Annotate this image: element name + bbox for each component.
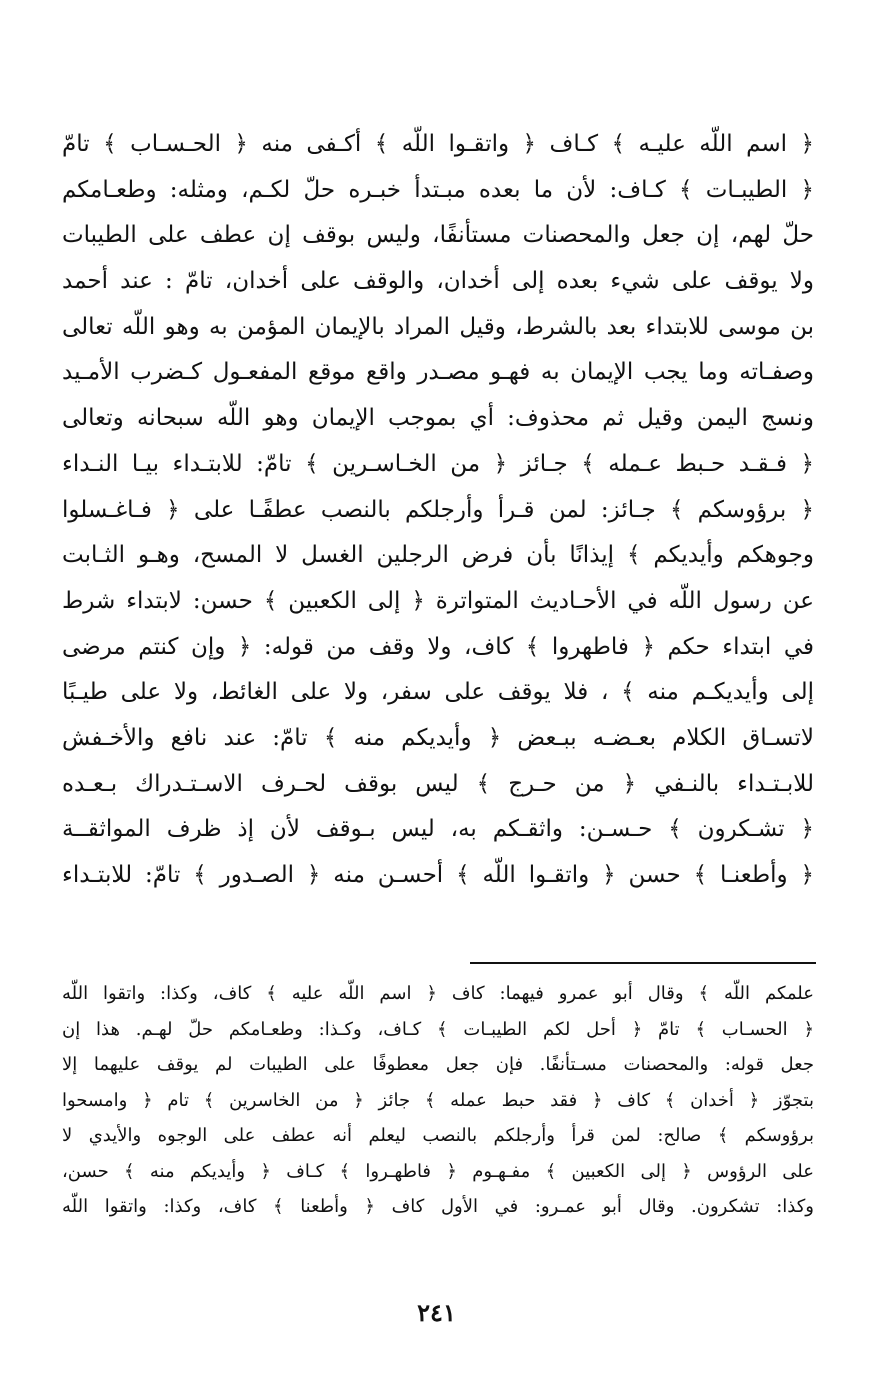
- main-text-line: للابـتـداء بالنـفي ﴿ من حـرج ﴾ ليس بوقف لحـرف الاسـتـدراك بـعـده: [62, 770, 814, 797]
- main-text-line: ﴿ فـقـد حـبط عـمله ﴾ جـائز ﴿ من الخـاسـرين ﴾ تامّ: للابتـداء بيـا النـداء: [62, 450, 814, 477]
- main-text-line: ﴿ الطيبـات ﴾ كـاف: لأن ما بعده مبـتدأ خبـره حلّ لكـم، ومثله: وطعـامكم: [62, 176, 814, 203]
- main-text-line: لاتسـاق الكلام بعـضـه ببـعض ﴿ وأيديكم منه ﴾ تامّ: عند نافع والأخـفش: [62, 724, 814, 751]
- main-text-line: ولا يوقف على شيء بعده إلى أخدان، والوقف على أخدان، تامّ : عند أحمد: [62, 268, 814, 295]
- main-text-line: وجوهكم وأيديكم ﴾ إيذانًا بأن فرض الرجلين الغسل لا المسح، وهـو الثـابت: [62, 542, 814, 569]
- footnote-line: على الرؤوس ﴿ إلى الكعبين ﴾ مفـهـوم ﴿ فاطهـروا ﴾ كـاف ﴿ وأيديكم منه ﴾ حسن،: [62, 1160, 814, 1182]
- page-number: ٢٤١: [417, 1298, 456, 1327]
- main-text-line: ﴿ اسم اللّه عليـه ﴾ كـاف ﴿ واتقـوا اللّه ﴾ أكـفى منه ﴿ الحـسـاب ﴾ تامّ: [62, 131, 814, 157]
- footnote-line: بتجوّز ﴿ أخدان ﴾ كاف ﴿ فقد حبط عمله ﴾ جائز ﴿ من الخاسرين ﴾ تام ﴿ وامسحوا: [62, 1089, 814, 1111]
- main-text-line: بن موسى للابتداء بعد بالشرط، وقيل المراد بالإيمان المؤمن به وهو اللّه تعالى: [62, 313, 814, 340]
- main-text-line: ﴿ برؤوسكم ﴾ جـائز: لمن قـرأ وأرجلكم بالنصب عطفًـا على ﴿ فـاغـسلوا: [62, 496, 814, 523]
- main-text-line: ﴿ وأطعنـا ﴾ حسن ﴿ واتقـوا اللّه ﴾ أحسـن منه ﴿ الصـدور ﴾ تامّ: للابتـداء: [62, 862, 814, 888]
- footnote-line: جعل قوله: والمحصنات مسـتأنفًا. فإن جعل معطوفًا على الطيبات لم يوقف عليهما إلا: [62, 1054, 814, 1075]
- main-text-line: ﴿ تشـكرون ﴾ حـسـن: واثقـكم به، ليس بـوقف لأن إذ ظرف المواثقــة: [62, 816, 814, 843]
- footnote-divider: [470, 962, 816, 964]
- footnote-line: وكذا: تشكرون. وقال أبو عمـرو: في الأول كاف ﴿ وأطعنا ﴾ كاف، وكذا: واتقوا اللّه: [62, 1196, 814, 1217]
- main-text-line: ونسج اليمن وقيل ثم محذوف: أي بموجب الإيمان وهو اللّه سبحانه وتعالى: [62, 405, 814, 432]
- main-text-line: عن رسول اللّه في الأحـاديث المتواترة ﴿ إلى الكعبين ﴾ حسن: لابتداء شرط: [62, 587, 814, 614]
- footnotes-block: [62, 976, 814, 1225]
- main-text-line: في ابتداء حكم ﴿ فاطهروا ﴾ كاف، ولا وقف من قوله: ﴿ وإن كنتم مرضى: [62, 633, 814, 660]
- footnote-line: برؤوسكم ﴾ صالح: لمن قرأ وأرجلكم بالنصب ليعلم أنه عطف على الوجوه والأيدي لا: [62, 1125, 814, 1146]
- main-text-line: حلّ لهم، إن جعل والمحصنات مستأنفًا، وليس بوقف إن عطف على الطيبات: [62, 222, 814, 249]
- footnote-line: ﴿ الحسـاب ﴾ تامّ ﴿ أحل لكم الطيبـات ﴾ كـاف، وكـذا: وطعـامكم حلّ لهـم. هذا إن: [62, 1018, 814, 1040]
- main-text-line: إلى وأيديكـم منه ﴾ ، فلا يوقف على سفر، ولا على الغائط، ولا على طيـبًا: [62, 679, 814, 706]
- main-text-line: وصفـاته وما يجب الإيمان به فهـو مصـدر واقع موقع المفعـول كـضرب الأمـيد: [62, 359, 814, 386]
- footnote-line: علمكم اللّه ﴾ وقال أبو عمرو فيهما: كاف ﴿ اسم اللّه عليه ﴾ كاف، وكذا: واتقوا اللّه: [62, 983, 814, 1004]
- main-text-block: [62, 122, 814, 899]
